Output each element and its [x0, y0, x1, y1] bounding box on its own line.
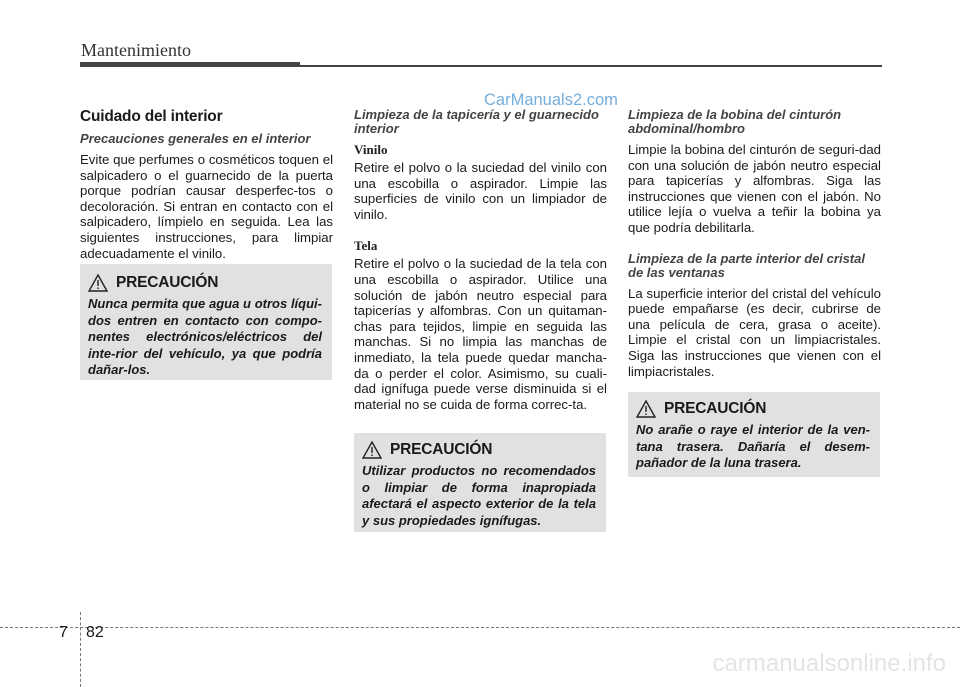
- watermark-text: CarManuals2.com: [484, 91, 618, 109]
- subsection-heading: Precauciones generales en el interior: [80, 131, 311, 146]
- fabric-paragraph: Retire el polvo o la suciedad de la tela con una escobilla o aspirador. Utilice una solución de jabón neutro especial para tapicerías y alfombras. Con un quitaman-chas para tejidos, limpie en seguida las manchas. Si no limpia las manchas de inmediato, la tela puede quedar mancha-da o perder el color. Asimismo, su cuali-dad ignífuga puede verse disminuida si el material no se cuida de forma correc-ta.: [354, 256, 607, 412]
- seatbelt-paragraph: Limpie la bobina del cinturón de seguri-dad con una solución de jabón neutro especial para tapicerías y alfombras. Siga las instrucciones que vienen con el jabón. No utilice lejía o vuelva a teñir la bobina ya que podría debilitarla.: [628, 142, 881, 235]
- caution-title: PRECAUCIÓN: [116, 274, 219, 291]
- page-number: 82: [86, 624, 104, 641]
- caution-text: No arañe o raye el interior de la ven-tana trasera. Dañaría el desem-pañador de la luna trasera.: [636, 422, 870, 470]
- section-heading: Cuidado del interior: [80, 108, 223, 125]
- window-paragraph: La superficie interior del cristal del vehículo puede empañarse (es decir, cubrirse de una película de cera, grasa o aceite). Limpie el cristal con un limpiacristales. Siga las instrucciones que vienen con el limpiacristales.: [628, 285, 881, 379]
- warning-triangle-icon: [636, 400, 656, 418]
- caution-text: Utilizar productos no recomendados o limpiar de forma inapropiada afectará el aspecto exterior de la tela y sus propiedades ignífugas.: [362, 463, 596, 528]
- footer-divider: [80, 612, 81, 687]
- vinyl-paragraph: Retire el polvo o la suciedad del vinilo con una escobilla o aspirador. Limpie las superficies de vinilo con un limpiador de vinilo.: [354, 160, 607, 222]
- fabric-label: Tela: [354, 238, 378, 254]
- header-rule-thick: [80, 62, 300, 67]
- warning-triangle-icon: [88, 274, 108, 292]
- column-middle: [354, 108, 607, 412]
- caution-header: [636, 400, 870, 418]
- caution-box: [80, 264, 332, 380]
- column-right: [628, 108, 881, 379]
- caution-header: [362, 441, 596, 459]
- footer-watermark: carmanualsonline.info: [712, 650, 946, 677]
- page-header-title: Mantenimiento: [81, 40, 191, 60]
- subsection-heading: Limpieza de la tapicería y el guarnecido interior: [354, 107, 599, 136]
- caution-title: PRECAUCIÓN: [390, 441, 493, 458]
- caution-box: [628, 392, 880, 477]
- footer-rule: [0, 627, 960, 628]
- body-paragraph: Evite que perfumes o cosméticos toquen el salpicadero o el guarnecido de la puerta porque podrían causar desperfec-tos o decoloración. Si entran en contacto con el salpicadero, límpielo en seguida. Lea las siguientes instrucciones, para limpiar adecuadamente el vinilo.: [80, 152, 333, 261]
- caution-text: Nunca permita que agua u otros líqui-dos entren en contacto con compo-nentes electrónicos/eléctricos del inte-rior del vehículo, ya que podría dañar-los.: [88, 296, 322, 377]
- vinyl-label: Vinilo: [354, 142, 388, 157]
- caution-box: [354, 433, 606, 532]
- subsection-heading: Limpieza de la bobina del cinturón abdominal/hombro: [628, 107, 842, 136]
- header-rule-thin: [300, 65, 882, 67]
- column-left: [80, 108, 333, 261]
- caution-title: PRECAUCIÓN: [664, 400, 767, 417]
- caution-header: [88, 274, 322, 292]
- chapter-number: 7: [59, 624, 68, 641]
- subsection-heading: Limpieza de la parte interior del cristal de las ventanas: [628, 250, 865, 280]
- warning-triangle-icon: [362, 441, 382, 459]
